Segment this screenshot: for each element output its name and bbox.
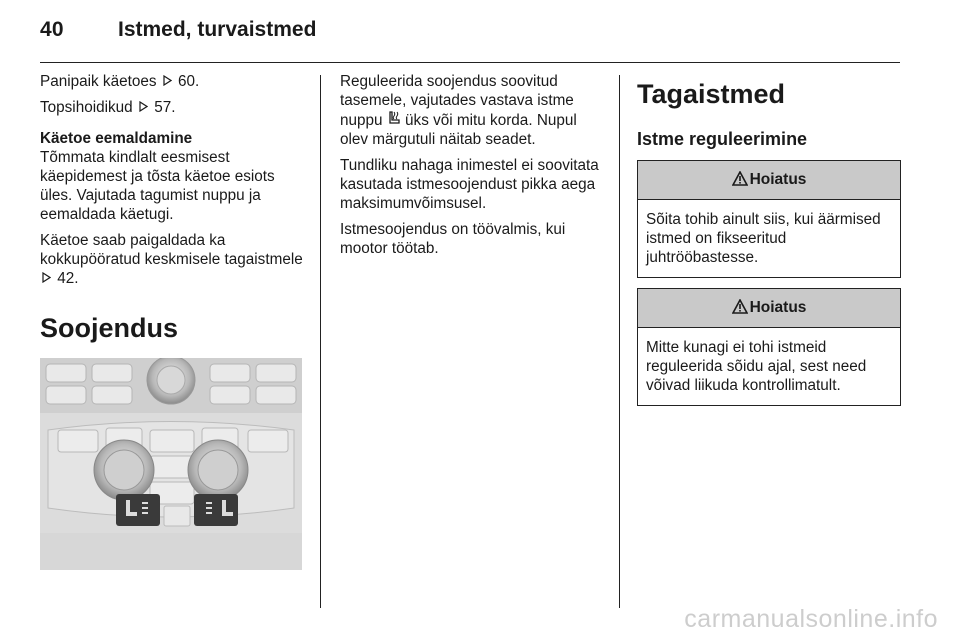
text: Panipaik käetoes (40, 73, 157, 90)
section-heading-heating: Soojendus (40, 313, 179, 343)
arrow-right-outline-icon (42, 269, 51, 288)
warning-header (638, 161, 900, 200)
subheading-seat-adjustment: Istme reguleerimine (637, 129, 808, 149)
column-3 (637, 72, 901, 416)
paragraph-reinstall (40, 231, 308, 288)
page-reference[interactable]: 60. (178, 73, 200, 90)
paragraph-heating-adjust (340, 72, 602, 149)
column-divider-2 (619, 75, 620, 608)
arrow-right-outline-icon (139, 98, 148, 117)
warning-title: Hoiatus (749, 299, 807, 316)
warning-triangle-icon (732, 291, 748, 306)
text: Käetoe saab paigaldada ka kokkupööratud keskmisele tagaistmele (40, 232, 303, 268)
page-number: 40 (40, 18, 64, 41)
arrow-right-outline-icon (163, 72, 172, 91)
column-2 (340, 72, 602, 265)
warning-text: Mitte kunagi ei tohi istmeid reguleerida sõidu ajal, sest need võivad liikuda kontrollimatult. (646, 339, 867, 394)
text: Reguleerida soojendus soovitud tasemele, vajutades vastava istme nuppu (340, 73, 574, 129)
paragraph-cupholders (40, 98, 308, 117)
section-heading-rear-seats: Tagaistmed (637, 79, 786, 109)
page-reference[interactable]: 42. (57, 270, 79, 287)
subheading-armrest-removal: Käetoe eemaldamine (40, 130, 193, 147)
paragraph-armrest-storage (40, 72, 308, 91)
column-divider-1 (320, 75, 321, 608)
warning-title: Hoiatus (749, 171, 807, 188)
warning-text: Sõita tohib ainult siis, kui äärmised istmed on fikseeritud juhtrööbastesse. (646, 211, 881, 266)
paragraph-ready-when-engine: Istmesoojendus on töövalmis, kui mootor töötab. (340, 221, 566, 257)
climate-control-panel-photo (40, 358, 302, 570)
text: Topsihoidikud (40, 99, 133, 116)
warning-header (638, 289, 900, 328)
text: üks või mitu korda. Nupul olev märgutuli näitab seadet. (340, 112, 577, 148)
header-divider (40, 62, 900, 63)
paragraph-removal-steps: Tõmmata kindlalt eesmisest käepidemest ja tõsta käetoe esiots üles. Vajutada tagumist nuppu ja eemaldada käetugi. (40, 149, 275, 223)
page-title: Istmed, turvaistmed (118, 18, 317, 41)
column-1 (40, 72, 308, 570)
page-reference[interactable]: 57. (154, 99, 176, 116)
warning-box (637, 288, 901, 406)
warning-box (637, 160, 901, 278)
seat-heat-icon (387, 110, 401, 130)
watermark: carmanualsonline.info (684, 605, 938, 633)
warning-triangle-icon (732, 163, 748, 178)
paragraph-sensitive-skin: Tundliku nahaga inimestel ei soovitata kasutada istmesoojendust pikka aega maksimumvõimsusel. (340, 157, 599, 212)
